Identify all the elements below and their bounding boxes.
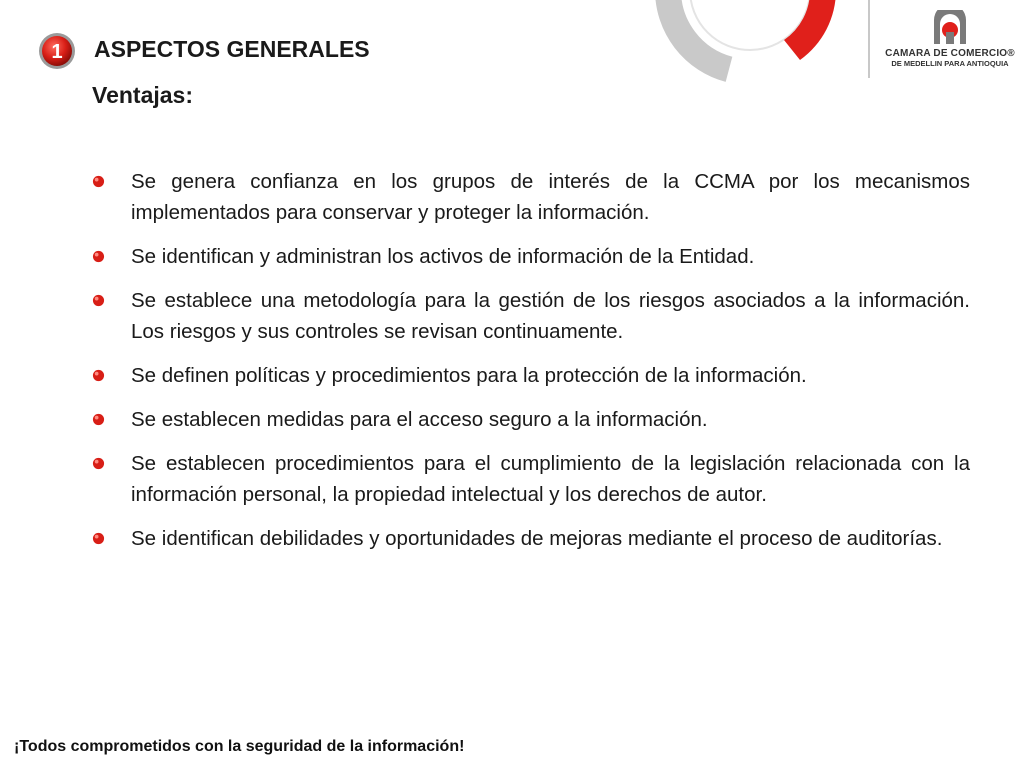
bullet-text: Se establecen procedimientos para el cumplimiento de la legislación relacionada con la información personal, la propiedad intelectual y los derechos de autor. <box>131 452 970 506</box>
logo-text-line1: CAMARA DE COMERCIO® <box>885 48 1015 59</box>
ccma-logo <box>880 10 1020 74</box>
bullet-text: Se identifican y administran los activos de información de la Entidad. <box>131 245 755 268</box>
logo-text-line2: DE MEDELLIN PARA ANTIOQUIA <box>891 59 1009 68</box>
red-bullet-icon <box>92 457 105 470</box>
list-item <box>90 285 970 347</box>
ccma-logo-icon <box>930 10 970 46</box>
list-item <box>90 448 970 510</box>
subtitle: Ventajas: <box>92 82 193 108</box>
bullet-list <box>90 166 970 567</box>
list-item <box>90 166 970 228</box>
section-number: 1 <box>51 41 63 63</box>
list-item <box>90 523 970 554</box>
bullet-text: Se genera confianza en los grupos de interés de la CCMA por los mecanismos implementados para conservar y proteger la información. <box>131 170 970 224</box>
red-bullet-icon <box>92 250 105 263</box>
red-bullet-icon <box>92 532 105 545</box>
red-bullet-icon <box>92 294 105 307</box>
bullet-text: Se establece una metodología para la gestión de los riesgos asociados a la información. Los riesgos y sus controles se revisan continuamente. <box>131 289 970 343</box>
section-number-badge <box>38 32 76 70</box>
red-bullet-icon <box>92 413 105 426</box>
bullet-text: Se establecen medidas para el acceso seguro a la información. <box>131 408 708 431</box>
footer-tagline: ¡Todos comprometidos con la seguridad de la información! <box>14 738 465 755</box>
decorative-ring-graphic <box>640 0 860 100</box>
list-item <box>90 404 970 435</box>
header-divider <box>868 0 870 78</box>
bullet-text: Se definen políticas y procedimientos para la protección de la información. <box>131 364 807 387</box>
red-bullet-icon <box>92 175 105 188</box>
section-title: ASPECTOS GENERALES <box>94 36 370 62</box>
bullet-text: Se identifican debilidades y oportunidades de mejoras mediante el proceso de auditorías. <box>131 527 943 550</box>
red-bullet-icon <box>92 369 105 382</box>
list-item <box>90 360 970 391</box>
list-item <box>90 241 970 272</box>
